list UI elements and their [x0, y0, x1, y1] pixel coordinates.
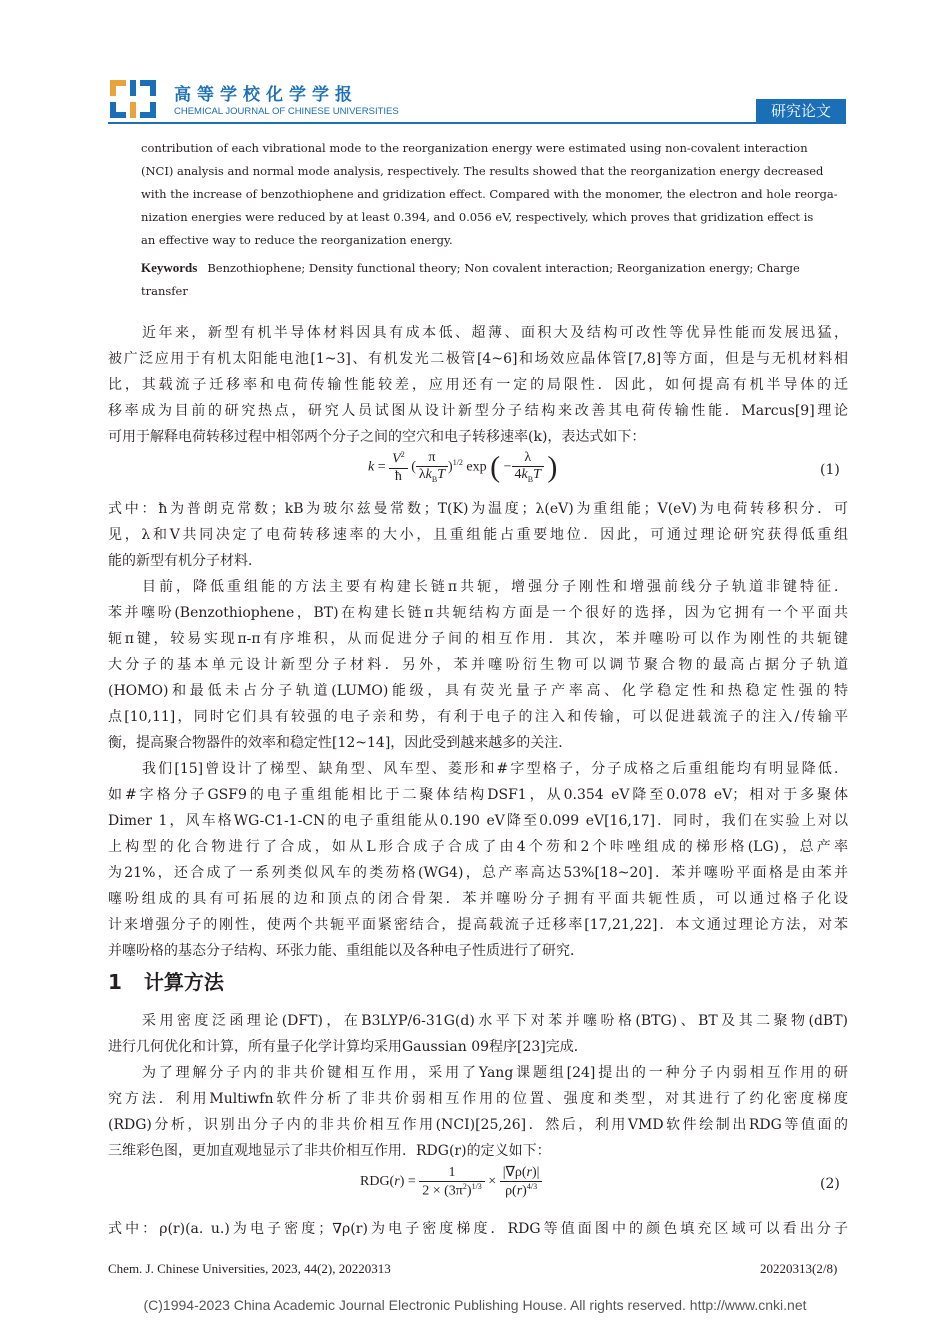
equation-1: k = $\frac{V^2}{ħ}$ ( $\frac{\pi}{\lambda k_BT}$ )$^{1/2}$ exp ( − $\frac{\lambda}{4k_BT}$ )	[368, 450, 558, 485]
footer-citation: Chem. J. Chinese Universities, 2023, 44(2), 20220313	[108, 1261, 391, 1276]
body-line: 能的新型有机分子材料．	[108, 553, 262, 569]
body-line: 如#字格分子GSF9的电子重组能相比于二聚体结构DSF1，从0.354 eV降至0.078 eV；相对于多聚体	[108, 787, 848, 803]
body-line: 三维彩色图，更加直观地显示了非共价相互作用．RDG(r)的定义如下：	[108, 1143, 551, 1159]
journal-title-cn: 高等学校化学学报	[174, 85, 358, 105]
body-line: 可用于解释电荷转移过程中相邻两个分子之间的空穴和电子转移速率(k)，表达式如下：	[108, 429, 646, 445]
journal-logo	[108, 76, 158, 122]
keywords-label: Keywords	[141, 260, 198, 275]
footer-page: 20220313(2/8)	[760, 1261, 838, 1276]
equation-1-number: (1)	[820, 462, 840, 478]
section-tag: 研究论文	[756, 99, 846, 124]
body-line: 目前，降低重组能的方法主要有构建长链π共轭，增强分子刚性和增强前线分子轨道非键特征．	[142, 579, 848, 595]
body-line: 近年来，新型有机半导体材料因具有成本低、超薄、面积大及结构可改性等优异性能而发展迅猛，	[142, 325, 848, 341]
body-line: 移率成为目前的研究热点，研究人员试图从设计新型分子结构来改善其电荷传输性能．Marcus[9]理论	[108, 403, 848, 419]
body-line: Dimer 1，风车格WG-C1-1-CN的电子重组能从0.190 eV降至0.099 eV[16,17]．同时，我们在实验上对以	[108, 813, 848, 829]
body-line: 噻吩组成的具有可拓展的边和顶点的闭合骨架．苯并噻吩分子拥有平面共轭性质，可以通过格子化设	[108, 891, 848, 907]
body-line: (RDG)分析，识别出分子内的非共价相互作用(NCI)[25,26]．然后，利用VMD软件绘制出RDG等值面的	[108, 1117, 848, 1133]
body-line: 为了理解分子内的非共价键相互作用，采用了Yang课题组[24]提出的一种分子内弱相互作用的研	[142, 1065, 848, 1081]
keywords-line	[141, 260, 800, 276]
body-line: 见，λ和V共同决定了电荷转移速率的大小，且重组能占重要地位．因此，可通过理论研究获得低重组	[108, 527, 848, 543]
journal-title-en: CHEMICAL JOURNAL OF CHINESE UNIVERSITIES	[174, 106, 399, 117]
body-line: 进行几何优化和计算，所有量子化学计算均采用Gaussian 09程序[23]完成．	[108, 1039, 588, 1055]
section-heading	[108, 966, 224, 995]
body-line: 并噻吩格的基态分子结构、环张力能、重组能以及各种电子性质进行了研究．	[108, 943, 584, 959]
body-line: 被广泛应用于有机太阳能电池[1~3]、有机发光二极管[4~6]和场效应晶体管[7,8]等方面，但是与无机材料相	[108, 351, 848, 367]
abstract-line: nization energies were reduced by at least 0.394, and 0.056 eV, respectively, which proves that gridization effect is	[141, 210, 814, 224]
body-line: 上构型的化合物进行了合成，如从L形合成子合成了由4个芴和2个咔唑组成的梯形格(LG)，总产率	[108, 839, 848, 855]
abstract-line: an effective way to reduce the reorganization energy.	[141, 233, 453, 247]
body-line: 我们[15]曾设计了梯型、缺角型、风车型、菱形和#字型格子，分子成格之后重组能均有明显降低．	[142, 761, 848, 777]
body-line: 式中：ħ为普朗克常数；kB为玻尔兹曼常数；T(K)为温度；λ(eV)为重组能；V(eV)为电荷转移积分．可	[108, 501, 848, 517]
keywords-line-2: transfer	[141, 284, 188, 298]
section-title: 计算方法	[143, 970, 224, 994]
body-line: 采用密度泛函理论(DFT)，在B3LYP/6-31G(d)水平下对苯并噻吩格(BTG)、BT及其二聚物(dBT)	[142, 1013, 848, 1029]
body-line: 轭π键，较易实现π-π有序堆积，从而促进分子间的相互作用．其次，苯并噻吩可以作为刚性的共轭键	[108, 631, 848, 647]
body-line: 点[10,11]，同时它们具有较强的电子亲和势，有利于电子的注入和传输，可以促进载流子的注入/传输平	[108, 709, 848, 725]
section-number: 1	[108, 970, 122, 994]
keywords-text: Benzothiophene; Density functional theory; Non covalent interaction; Reorganization energy; Charge	[207, 261, 800, 275]
equation-2: RDG(r) = $\frac{1}{2 \times (3\pi^2)^{1/3}}$ × $\frac{|\nabla\rho(r)|}{\rho(r)^{4/3}}$	[360, 1164, 542, 1200]
body-line: (HOMO)和最低未占分子轨道(LUMO)能级，具有荧光量子产率高、化学稳定性和热稳定性强的特	[108, 683, 848, 699]
abstract-line: contribution of each vibrational mode to the reorganization energy were estimated using non-covalent interaction	[141, 141, 808, 155]
body-line: 比，其载流子迁移率和电荷传输性能较差，应用还有一定的局限性．因此，如何提高有机半导体的迁	[108, 377, 848, 393]
body-line: 究方法．利用Multiwfn软件分析了非共价弱相互作用的位置、强度和类型，对其进行了约化密度梯度	[108, 1091, 848, 1107]
body-line: 式中：ρ(r)(a. u.)为电子密度；∇ρ(r)为电子密度梯度．RDG等值面图中的颜色填充区域可以看出分子	[108, 1221, 848, 1237]
body-line: 计来增强分子的刚性，使两个共轭平面紧密结合，提高载流子迁移率[17,21,22]．本文通过理论方法，对苯	[108, 917, 848, 933]
body-line: 衡，提高聚合物器件的效率和稳定性[12~14]，因此受到越来越多的关注．	[108, 735, 573, 751]
body-line: 大分子的基本单元设计新型分子材料．另外，苯并噻吩衍生物可以调节聚合物的最高占据分子轨道	[108, 657, 848, 673]
header-rule	[108, 122, 756, 124]
body-line: 苯并噻吩(Benzothiophene，BT)在构建长链π共轭结构方面是一个很好的选择，因为它拥有一个平面共	[108, 605, 848, 621]
equation-2-number: (2)	[820, 1176, 840, 1192]
abstract-line: with the increase of benzothiophene and gridization effect. Compared with the monomer, the electron and hole reorga-	[141, 187, 838, 201]
cnki-watermark: (C)1994-2023 China Academic Journal Electronic Publishing House. All rights reserved. http://www.cnki.net	[143, 1297, 807, 1313]
body-line: 为21%，还合成了一系列类似风车的类芴格(WG4)，总产率高达53%[18~20]．苯并噻吩平面格是由苯并	[108, 865, 848, 881]
abstract-line: (NCI) analysis and normal mode analysis, respectively. The results showed that the reorganization energy decreased	[141, 164, 824, 178]
